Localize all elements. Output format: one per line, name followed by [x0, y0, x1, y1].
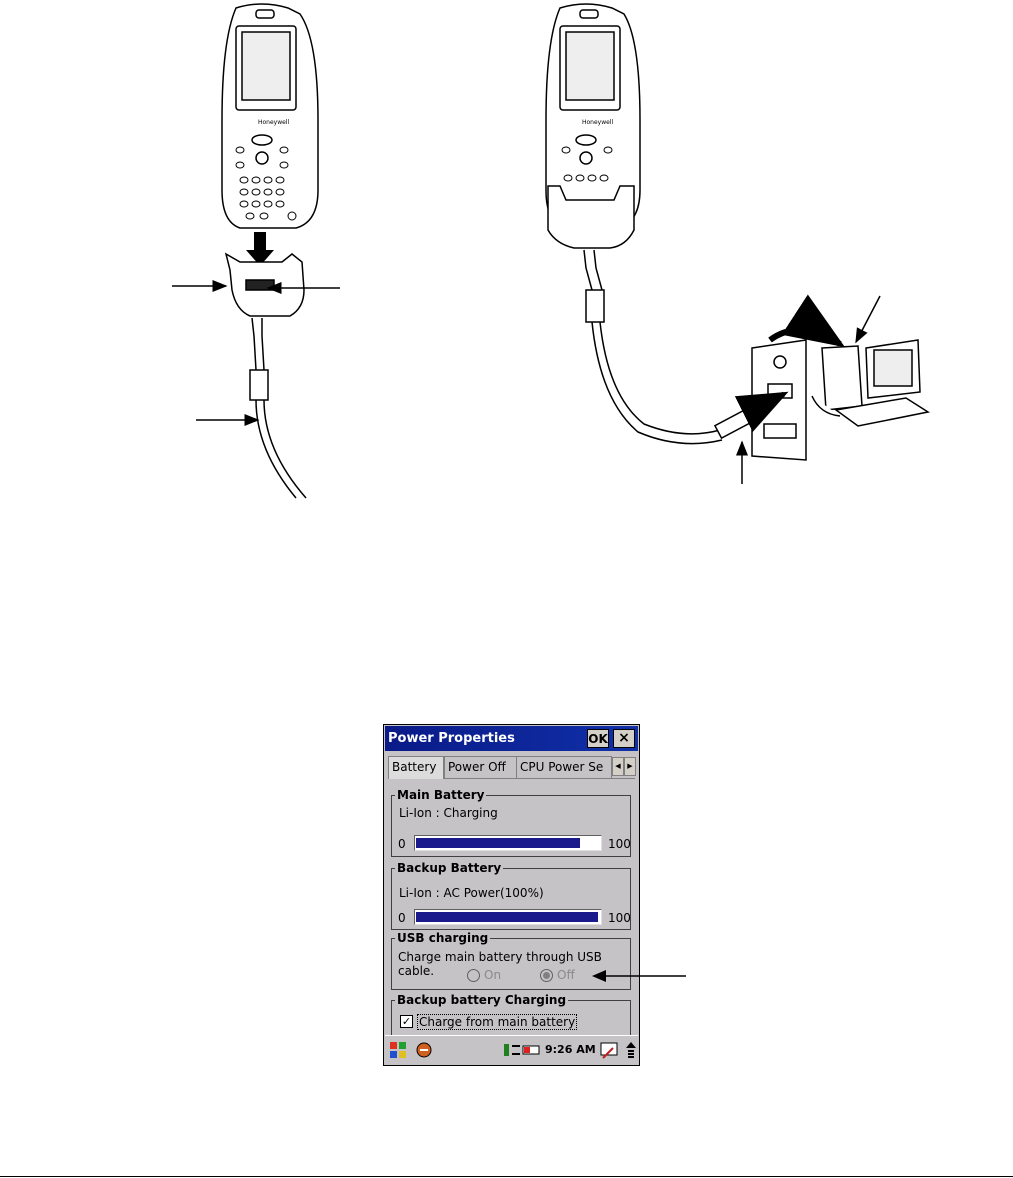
svg-text:Honeywell: Honeywell: [582, 119, 614, 126]
close-button[interactable]: ×: [613, 729, 635, 748]
usb-charging-legend: USB charging: [397, 931, 489, 945]
illustrations: [0, 0, 1013, 520]
window-title: Power Properties: [388, 731, 515, 746]
tab-cpu-power[interactable]: CPU Power Se: [516, 756, 612, 778]
taskbar-clock[interactable]: 9:26 AM: [545, 1043, 596, 1056]
usb-cable-right-illustration: [584, 250, 755, 444]
charging-cradle-left-illustration: [226, 254, 304, 316]
input-panel-icon[interactable]: [599, 1040, 619, 1060]
app-icon[interactable]: [415, 1041, 433, 1059]
callout-arrow-right-1: [856, 296, 880, 342]
backup-charging-legend: Backup battery Charging: [397, 993, 567, 1007]
usb-charging-on-radio[interactable]: [467, 969, 480, 982]
backup-charging-group: [391, 993, 631, 1038]
main-battery-progress-fill: [416, 838, 580, 848]
tab-strip: [388, 756, 635, 779]
handheld-terminal-right-illustration: [546, 4, 640, 248]
usb-charging-text-line1: Charge main battery through USB: [398, 950, 602, 964]
backup-battery-group: [391, 861, 631, 930]
backup-battery-max: 100: [608, 911, 631, 925]
main-battery-progress: [414, 835, 602, 851]
svg-text:Honeywell: Honeywell: [258, 119, 290, 126]
backup-battery-min: 0: [398, 911, 406, 925]
connectivity-battery-icon[interactable]: [503, 1042, 543, 1058]
usb-charging-text-line2: cable.: [398, 964, 435, 978]
computer-port-panel-illustration: [752, 340, 806, 460]
title-bar: [385, 726, 638, 751]
handheld-terminal-left-illustration: [222, 4, 318, 228]
usb-charging-on-label: On: [484, 968, 502, 982]
desktop-computer-illustration: [812, 340, 928, 426]
usb-charging-off-radio[interactable]: [540, 969, 553, 982]
main-battery-legend: Main Battery: [397, 788, 485, 802]
main-battery-min: 0: [398, 837, 406, 851]
main-battery-group: [391, 788, 631, 857]
usb-charging-off-label: Off: [557, 968, 575, 982]
charge-from-main-label[interactable]: Charge from main battery: [419, 1015, 576, 1029]
ok-button[interactable]: OK: [587, 729, 609, 748]
usb-cable-left-illustration: [250, 318, 306, 498]
power-properties-screen: [383, 724, 640, 1066]
page-bottom-rule: [0, 1176, 1013, 1177]
taskbar: [385, 1035, 638, 1064]
backup-battery-progress: [414, 909, 602, 925]
tab-power-off[interactable]: Power Off: [444, 756, 518, 778]
backup-battery-legend: Backup Battery: [397, 861, 502, 875]
charge-from-main-checkbox[interactable]: ✓: [401, 1015, 412, 1028]
tab-scroll-left-icon[interactable]: ◀: [612, 757, 624, 776]
main-battery-status: Li-Ion : Charging: [399, 806, 498, 820]
backup-battery-status: Li-Ion : AC Power(100%): [399, 886, 544, 900]
backup-battery-progress-fill: [416, 912, 598, 922]
insert-arrow-icon: [246, 232, 274, 266]
callout-arrow-usb-off: [590, 966, 690, 986]
main-battery-max: 100: [608, 837, 631, 851]
tab-battery[interactable]: Battery: [388, 756, 444, 779]
start-menu-icon[interactable]: [388, 1040, 408, 1060]
input-menu-arrow-icon[interactable]: [625, 1040, 637, 1060]
tab-scroll-right-icon[interactable]: ▶: [624, 757, 636, 776]
